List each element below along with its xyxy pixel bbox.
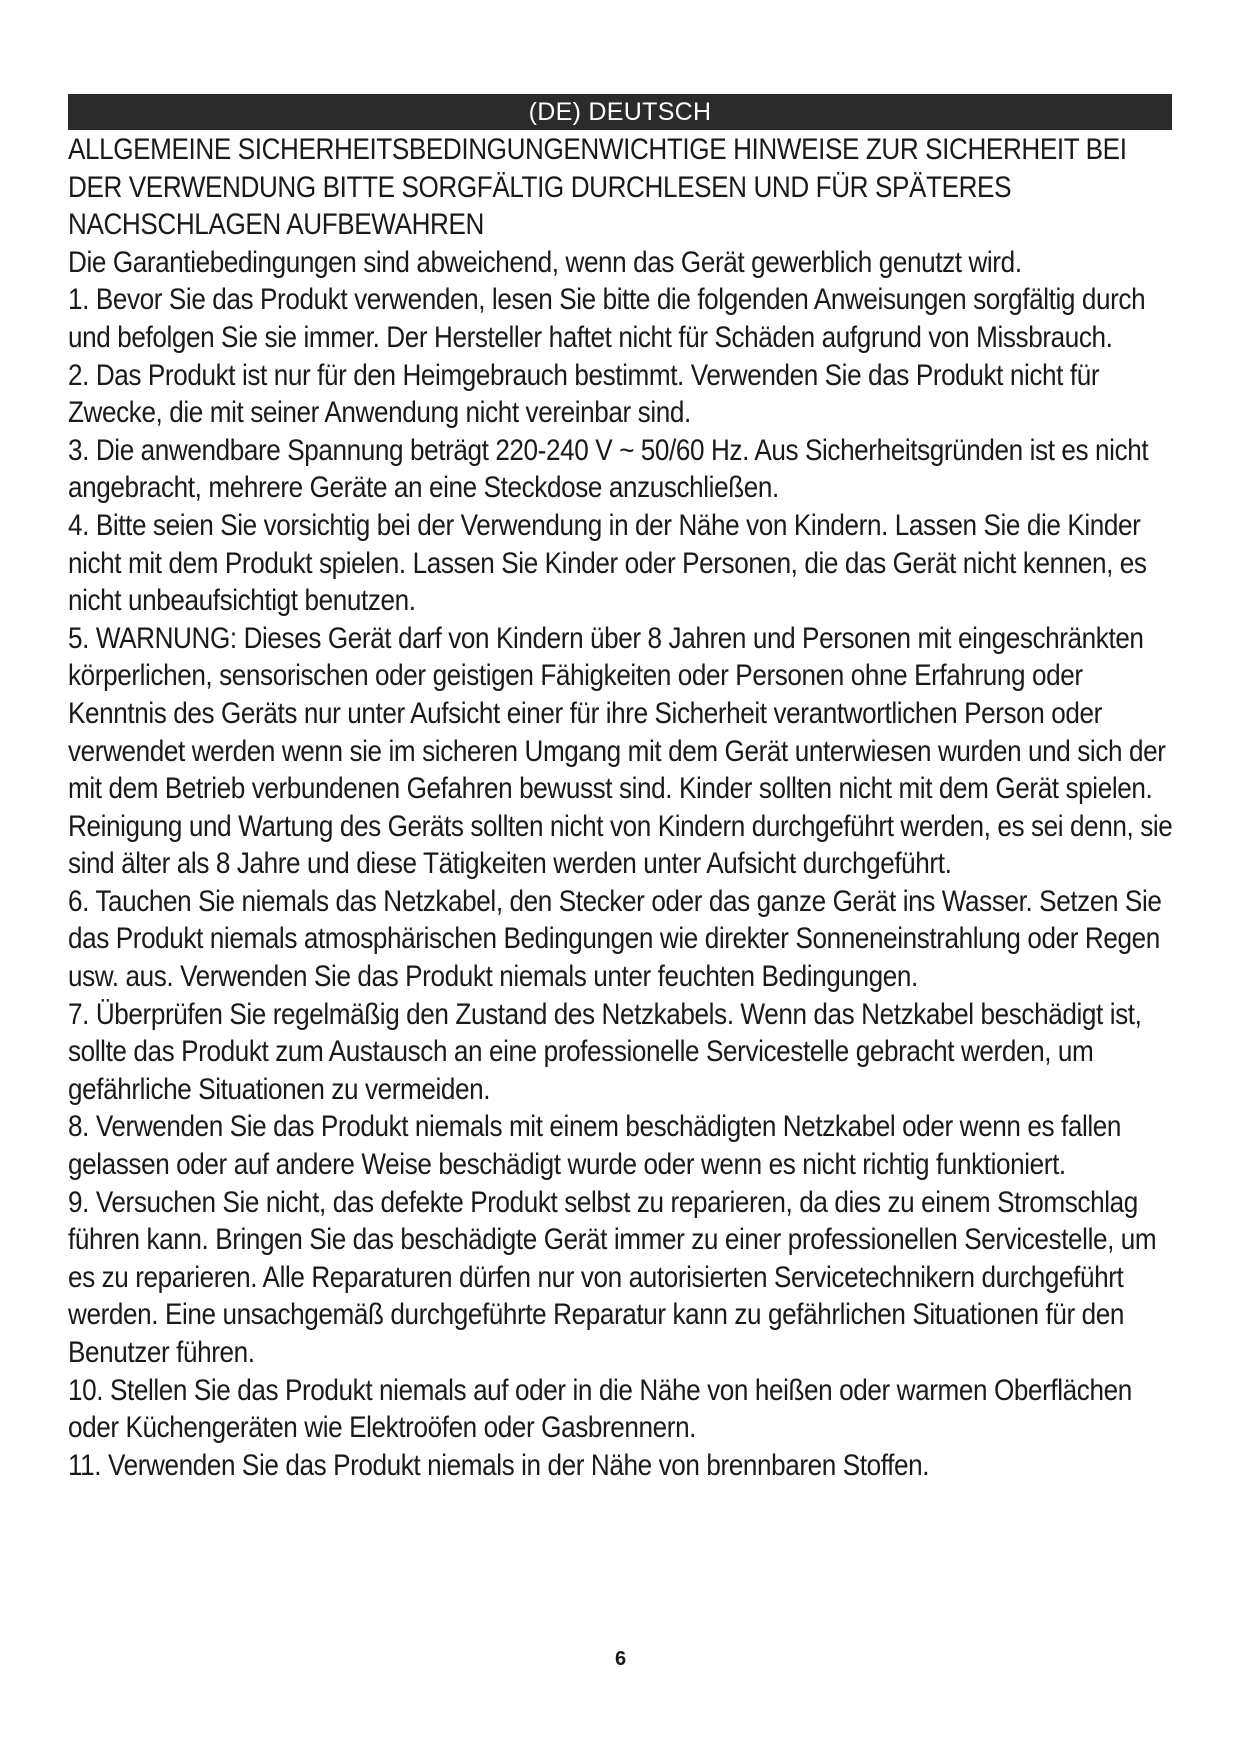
safety-instructions <box>68 131 1172 1484</box>
page-number: 6 <box>614 1648 627 1670</box>
instruction-item-2: 2. Das Produkt ist nur für den Heimgebrauch bestimmt. Verwenden Sie das Produkt nicht für Zwecke, die mit seiner Anwendung nicht vereinbar sind. <box>68 358 1100 430</box>
instruction-item-8: 8. Verwenden Sie das Produkt niemals mit einem beschädigten Netzkabel oder wenn es fallen gelassen oder auf andere Weise beschädigt wurde oder wenn es nicht richtig funktioniert. <box>68 1110 1122 1182</box>
instruction-item-3: 3. Die anwendbare Spannung beträgt 220-240 V ~ 50/60 Hz. Aus Sicherheitsgründen ist es nicht angebracht, mehrere Geräte an eine Steckdose anzuschließen. <box>68 433 1149 505</box>
instruction-item-9: 9. Versuchen Sie nicht, das defekte Produkt selbst zu reparieren, da dies zu einem Stromschlag führen kann. Bringen Sie das beschädigte Gerät immer zu einer professionellen Servicestelle, um es zu reparieren. Alle Reparaturen dürfen nur von autorisierten Servicetechnikern durchgeführt werden. Eine unsachgemäß durchgeführte Reparatur kann zu gefährlichen Situationen für den Benutzer führen. <box>68 1185 1157 1369</box>
instruction-item-4: 4. Bitte seien Sie vorsichtig bei der Verwendung in der Nähe von Kindern. Lassen Sie die Kinder nicht mit dem Produkt spielen. Lassen Sie Kinder oder Personen, die das Gerät nicht kennen, es nicht unbeaufsichtigt benutzen. <box>68 508 1147 618</box>
instruction-item-10: 10. Stellen Sie das Produkt niemals auf oder in die Nähe von heißen oder warmen Oberflächen oder Küchengeräten wie Elektroöfen oder Gasbrennern. <box>68 1373 1132 1445</box>
instruction-item-7: 7. Überprüfen Sie regelmäßig den Zustand des Netzkabels. Wenn das Netzkabel beschädigt ist, sollte das Produkt zum Austausch an eine professionelle Servicestelle gebracht werden, um gefährliche Situationen zu vermeiden. <box>68 997 1142 1106</box>
language-header-bar <box>68 94 1172 130</box>
manual-page <box>68 94 1172 1484</box>
warranty-note: Die Garantiebedingungen sind abweichend, wenn das Gerät gewerblich genutzt wird. <box>68 245 1022 279</box>
instruction-item-5: 5. WARNUNG: Dieses Gerät darf von Kindern über 8 Jahren und Personen mit eingeschränkten körperlichen, sensorischen oder geistigen Fähigkeiten oder Personen ohne Erfahrung oder Kenntnis des Geräts nur unter Aufsicht einer für ihre Sicherheit verantwortlichen Person oder verwendet werden wenn sie im sicheren Umgang mit dem Gerät unterwiesen wurden und sich der mit dem Betrieb verbundenen Gefahren bewusst sind. Kinder sollten nicht mit dem Gerät spielen. Reinigung und Wartung des Geräts sollten nicht von Kindern durchgeführt werden, es sei denn, sie sind älter als 8 Jahre und diese Tätigkeiten werden unter Aufsicht durchgeführt. <box>68 621 1173 881</box>
instruction-item-6: 6. Tauchen Sie niemals das Netzkabel, den Stecker oder das ganze Gerät ins Wasser. Setzen Sie das Produkt niemals atmosphärischen Bedingungen wie direkter Sonneneinstrahlung oder Regen usw. aus. Verwenden Sie das Produkt niemals unter feuchten Bedingungen. <box>68 884 1162 994</box>
section-title: ALLGEMEINE SICHERHEITSBEDINGUNGENWICHTIGE HINWEISE ZUR SICHERHEIT BEI DER VERWENDUNG BITTE SORGFÄLTIG DURCHLESEN UND FÜR SPÄTERES NACHSCHLAGEN AUFBEWAHREN <box>68 133 1127 242</box>
instruction-item-1: 1. Bevor Sie das Produkt verwenden, lesen Sie bitte die folgenden Anweisungen sorgfältig durch und befolgen Sie sie immer. Der Hersteller haftet nicht für Schäden aufgrund von Missbrauch. <box>68 283 1146 354</box>
language-label: (DE) DEUTSCH <box>528 98 712 126</box>
instruction-item-11: 11. Verwenden Sie das Produkt niemals in der Nähe von brennbaren Stoffen. <box>68 1448 930 1482</box>
